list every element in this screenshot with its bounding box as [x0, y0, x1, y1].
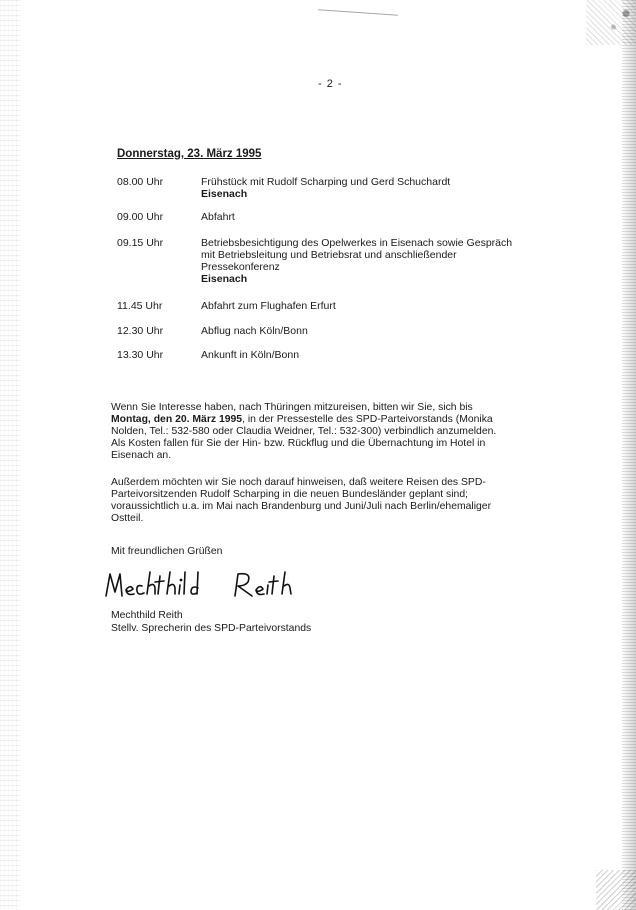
- paragraph-line: Ostteil.: [111, 513, 144, 524]
- travel-notice-paragraph: [111, 477, 531, 525]
- paragraph-line: Außerdem möchten wir Sie noch darauf hinweisen, daß weitere Reisen des SPD-: [111, 477, 486, 488]
- schedule-line: Pressekonferenz: [201, 261, 280, 273]
- registration-paragraph: [111, 402, 531, 462]
- handwritten-signature: [100, 566, 310, 608]
- schedule-line: mit Betriebsleitung und Betriebsrat und anschließender: [201, 249, 457, 261]
- schedule-time: 09.00 Uhr: [117, 211, 164, 223]
- schedule-description: [201, 176, 557, 200]
- paragraph-line: Parteivorsitzenden Rudolf Scharping in die neuen Bundesländer geplant sind;: [111, 489, 468, 500]
- paragraph-line: [111, 414, 531, 426]
- schedule-description: [201, 211, 557, 223]
- scan-edge-right: [622, 0, 636, 910]
- signer-title: Stellv. Sprecherin des SPD-Parteivorstands: [111, 623, 312, 634]
- schedule-time: 08.00 Uhr: [117, 176, 164, 188]
- scan-edge-left: [0, 0, 20, 910]
- schedule-time: 13.30 Uhr: [117, 349, 164, 361]
- schedule-line: Ankunft in Köln/Bonn: [201, 349, 300, 361]
- schedule-description: [201, 325, 557, 337]
- scan-noise-bottom-right: [596, 870, 636, 910]
- schedule-description: [201, 300, 557, 312]
- schedule-time: 12.30 Uhr: [117, 325, 164, 337]
- scan-noise-top-right: [586, 0, 636, 45]
- deadline-date: Montag, den 20. März 1995: [111, 414, 243, 425]
- paragraph-line: Wenn Sie Interesse haben, nach Thüringen mitzureisen, bitten wir Sie, sich bis: [111, 402, 473, 413]
- schedule-time: 09.15 Uhr: [117, 237, 164, 249]
- closing-greeting: Mit freundlichen Grüßen: [111, 546, 223, 557]
- paragraph-line: Als Kosten fallen für Sie der Hin- bzw. Rückflug und die Übernachtung im Hotel in: [111, 438, 486, 449]
- page-number: - 2 -: [318, 78, 343, 90]
- paragraph-line: Eisenach an.: [111, 450, 172, 461]
- paragraph-line: Nolden, Tel.: 532-580 oder Claudia Weidner, Tel.: 532-300) verbindlich anzumelden.: [111, 426, 497, 437]
- schedule-place: Eisenach: [201, 273, 248, 285]
- schedule-line: Abfahrt zum Flughafen Erfurt: [201, 300, 336, 312]
- schedule-time: 11.45 Uhr: [117, 300, 163, 312]
- schedule-line: Betriebsbesichtigung des Opelwerkes in Eisenach sowie Gespräch: [201, 237, 513, 249]
- schedule-line: Frühstück mit Rudolf Scharping und Gerd Schuchardt: [201, 176, 451, 188]
- schedule-line: Abfahrt: [201, 211, 235, 223]
- paragraph-text: , in der Pressestelle des SPD-Parteivorstands (Monika: [242, 414, 493, 425]
- schedule-description: [201, 237, 557, 285]
- paragraph-line: voraussichtlich u.a. im Mai nach Brandenburg und Juni/Juli nach Berlin/ehemaliger: [111, 501, 492, 512]
- signer-block: [111, 609, 311, 635]
- day-heading: Donnerstag, 23. März 1995: [117, 148, 262, 160]
- schedule-line: Abflug nach Köln/Bonn: [201, 325, 308, 337]
- signer-name: Mechthild Reith: [111, 610, 183, 621]
- schedule-place: Eisenach: [201, 188, 248, 200]
- scan-scratch: [318, 9, 398, 16]
- schedule-description: [201, 349, 557, 361]
